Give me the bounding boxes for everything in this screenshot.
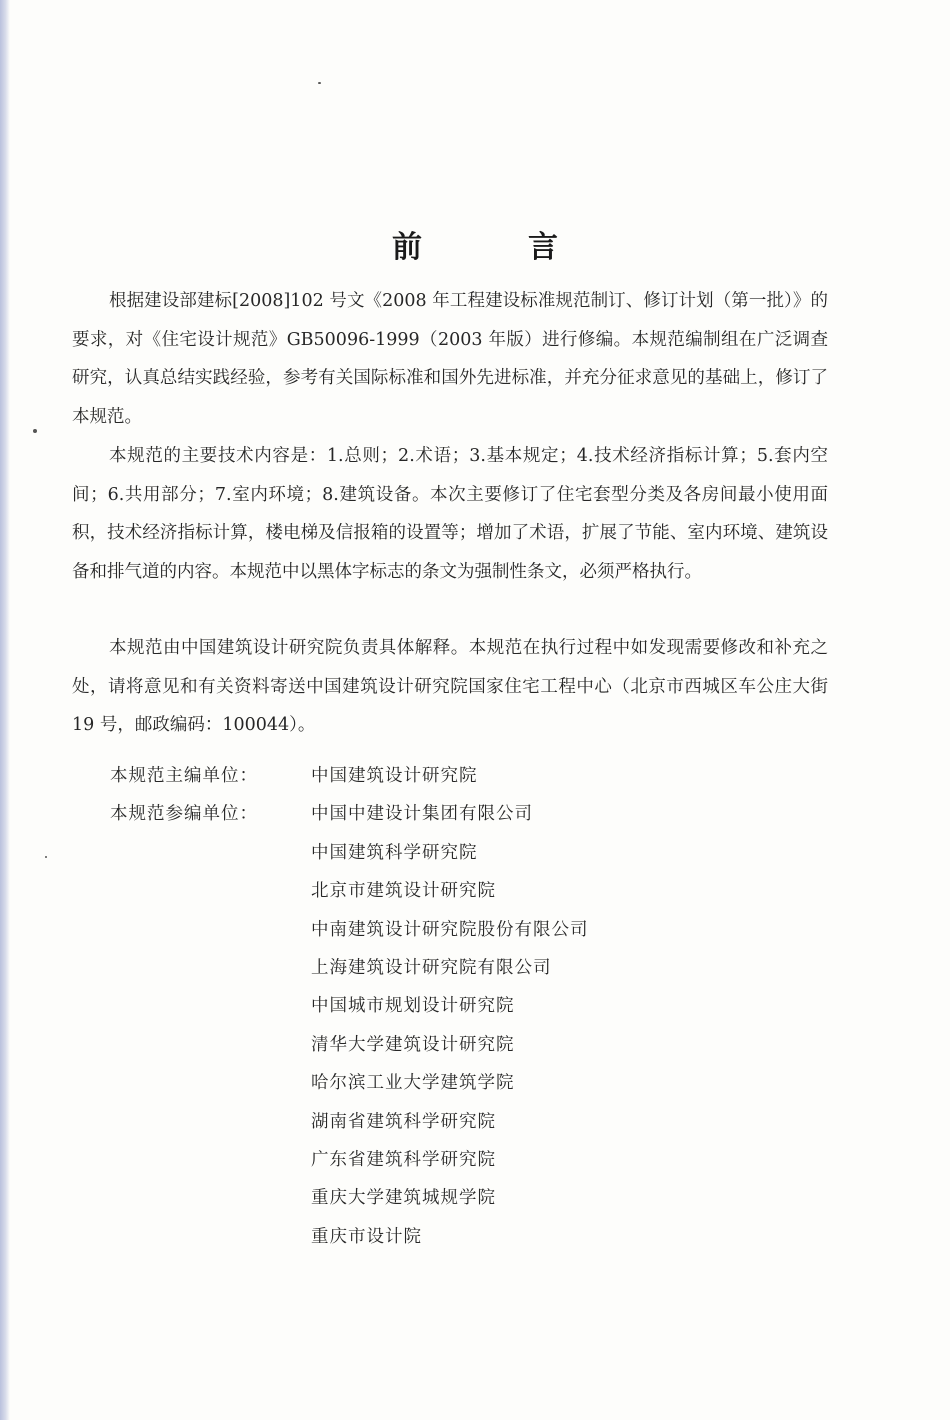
participant-unit: 中国城市规划设计研究院 xyxy=(311,996,515,1017)
participant-unit: 中南建筑设计研究院股份有限公司 xyxy=(311,919,589,940)
participant-row xyxy=(0,795,950,833)
participant-row xyxy=(0,1103,950,1141)
preface-paragraph-3: 本规范由中国建筑设计研究院负责具体解释。本规范在执行过程中如发现需要修改和补充之处，请将意见和有关资料寄送中国建筑设计研究院国家住宅工程中心（北京市西城区车公庄大街 19 号，邮政编码：100044）。 xyxy=(72,638,828,735)
participant-row xyxy=(0,1218,950,1256)
participant-row xyxy=(0,949,950,987)
participants-label: 本规范参编单位： xyxy=(110,804,258,825)
page-title: 前 言 xyxy=(392,230,596,265)
participant-row xyxy=(0,872,950,910)
chief-editor-row xyxy=(0,757,950,795)
scan-speck xyxy=(33,429,37,433)
chief-editor-unit: 中国建筑设计研究院 xyxy=(311,766,478,786)
participant-row xyxy=(0,1141,950,1179)
participant-row xyxy=(0,1064,950,1102)
participant-row xyxy=(0,1179,950,1217)
preface-paragraph-2: 本规范的主要技术内容是：1.总则；2.术语；3.基本规定；4.技术经济指标计算；5.套内空间；6.共用部分；7.室内环境；8.建筑设备。本次主要修订了住宅套型分类及各房间最小使用面积，技术经济指标计算，楼电梯及信报箱的设置等；增加了术语，扩展了节能、室内环境、建筑设备和排气道的内容。本规范中以黑体字标志的条文为强制性条文，必须严格执行。 xyxy=(72,446,828,582)
participant-unit: 清华大学建筑设计研究院 xyxy=(311,1034,515,1055)
participant-unit: 上海建筑设计研究院有限公司 xyxy=(311,957,552,978)
participant-unit: 湖南省建筑科学研究院 xyxy=(311,1111,496,1132)
editing-units-list xyxy=(0,757,950,1256)
participant-unit: 广东省建筑科学研究院 xyxy=(311,1149,496,1170)
participant-row xyxy=(0,987,950,1025)
participant-row xyxy=(0,1026,950,1064)
preface-paragraph-1: 根据建设部建标[2008]102 号文《2008 年工程建设标准规范制订、修订计划（第一批）》的要求，对《住宅设计规范》GB50096-1999（2003 年版）进行修编。本规范编制组在广泛调查研究，认真总结实践经验，参考有关国际标准和国外先进标准，并充分征求意见的基础上，修订了本规范。 xyxy=(72,291,828,427)
participant-unit: 重庆大学建筑城规学院 xyxy=(311,1188,496,1209)
scan-speck xyxy=(318,82,321,84)
participant-row xyxy=(0,834,950,872)
participant-row xyxy=(0,911,950,949)
participant-unit: 重庆市设计院 xyxy=(311,1226,422,1247)
participant-unit: 哈尔滨工业大学建筑学院 xyxy=(311,1073,515,1094)
participant-unit: 北京市建筑设计研究院 xyxy=(311,881,496,902)
chief-editor-label: 本规范主编单位： xyxy=(110,766,258,786)
participant-unit: 中国中建设计集团有限公司 xyxy=(311,804,533,825)
participant-unit: 中国建筑科学研究院 xyxy=(311,842,478,863)
